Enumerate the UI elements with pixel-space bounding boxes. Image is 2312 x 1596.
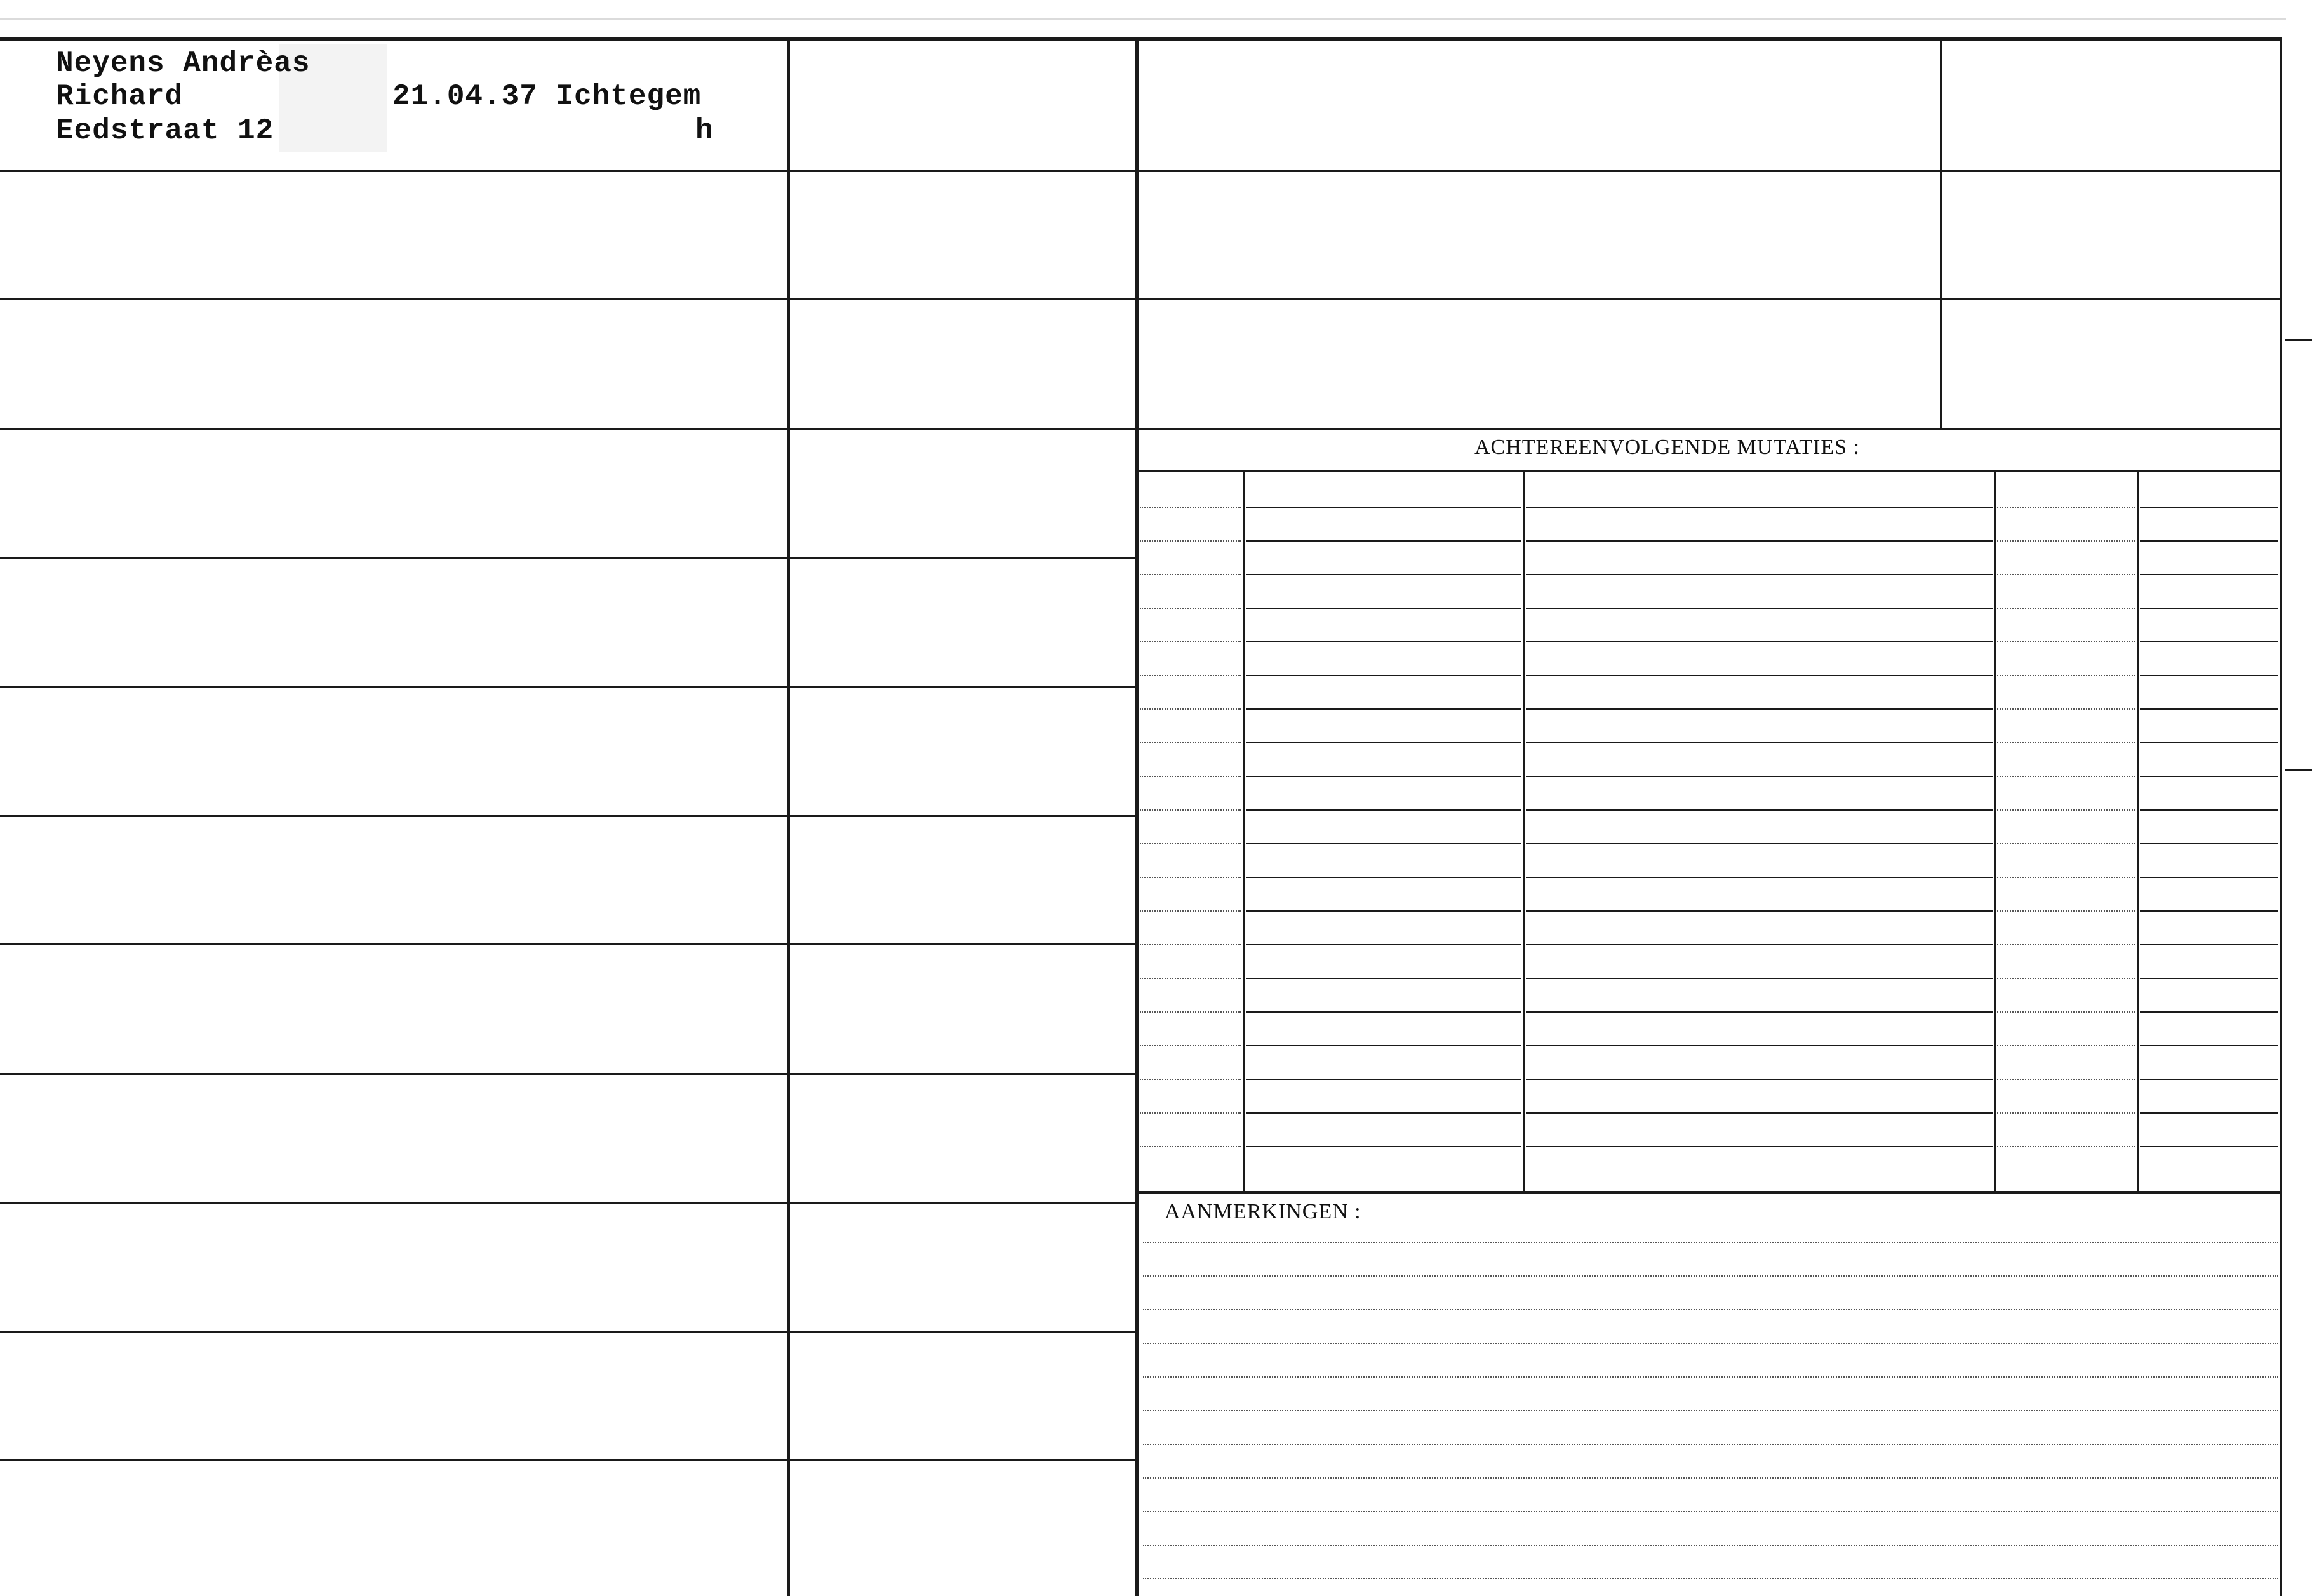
divider-right-top (1940, 37, 1942, 428)
mutations-col-4 (2137, 470, 2139, 1192)
remarks-line (1143, 1477, 2278, 1479)
mutations-row-line (1526, 1011, 1993, 1013)
remarks-line (1143, 1275, 2278, 1277)
mutations-row-line (2140, 507, 2278, 508)
mutations-row-line (1246, 1079, 1521, 1080)
mutations-row-line (1997, 910, 2135, 912)
mutations-row-line (1140, 742, 1241, 743)
mutations-row-line (1997, 809, 2135, 811)
mutations-row-line (2140, 608, 2278, 609)
scan-noise (0, 18, 2286, 20)
left-row-line (0, 943, 1135, 945)
mutations-row-line (1140, 540, 1241, 542)
edge-tick (2285, 769, 2312, 771)
mutations-row-line (1246, 675, 1521, 676)
mutations-row-line (1246, 910, 1521, 912)
mutations-row-line (2140, 1146, 2278, 1147)
edge-tick (2285, 339, 2312, 341)
left-row-line (0, 1202, 1135, 1204)
mutations-row-line (1997, 540, 2135, 542)
right-edge (2280, 37, 2282, 1596)
mutations-row-line (2140, 910, 2278, 912)
mutations-row-line (1997, 675, 2135, 676)
mutations-row-line (1140, 608, 1241, 609)
mutations-row-line (1997, 978, 2135, 979)
record-mark: h (695, 114, 714, 147)
record-firstname-line: Richard (56, 80, 184, 113)
mutations-row-line (1997, 843, 2135, 844)
remarks-line (1143, 1343, 2278, 1344)
record-birth-date-place: 21.04.37 Ichtegem (392, 80, 702, 113)
mutations-row-line (1246, 843, 1521, 844)
mutations-row-line (1997, 776, 2135, 777)
mutations-row-line (1997, 1079, 2135, 1080)
mutations-row-line (1246, 809, 1521, 811)
left-row-line (0, 170, 1135, 172)
mutations-row-line (1526, 776, 1993, 777)
mutations-row-line (1526, 708, 1993, 710)
mutations-row-line (1997, 608, 2135, 609)
mutations-row-line (2140, 944, 2278, 945)
mutations-row-line (1526, 742, 1993, 743)
mutations-row-line (1526, 910, 1993, 912)
mutations-title: ACHTEREENVOLGENDE MUTATIES : (1474, 436, 1860, 459)
mutations-row-line (1526, 843, 1993, 844)
remarks-line (1143, 1410, 2278, 1411)
mutations-row-line (1140, 877, 1241, 878)
mutations-row-line (2140, 574, 2278, 575)
mutations-row-line (2140, 978, 2278, 979)
left-row-line (0, 1459, 1135, 1461)
mutations-row-line (1140, 1011, 1241, 1013)
mutations-row-line (2140, 1045, 2278, 1046)
mutations-row-line (1246, 742, 1521, 743)
mutations-row-line (1526, 507, 1993, 508)
mutations-table-bottom (1139, 1191, 2280, 1194)
left-row-line (0, 557, 1135, 559)
mutations-row-line (1526, 877, 1993, 878)
record-address-line: Eedstraat 12 (56, 114, 274, 147)
left-row-line (0, 1073, 1135, 1075)
remarks-line (1143, 1309, 2278, 1310)
right-row-line (1139, 428, 2280, 430)
mutations-row-line (1526, 608, 1993, 609)
mutations-row-line (1246, 540, 1521, 542)
mutations-row-line (2140, 641, 2278, 642)
mutations-row-line (2140, 708, 2278, 710)
mutations-row-line (1526, 978, 1993, 979)
mutations-row-line (1246, 1011, 1521, 1013)
mutations-row-line (1246, 1112, 1521, 1114)
left-row-line (0, 686, 1135, 688)
remarks-line (1143, 1376, 2278, 1378)
mutations-row-line (1997, 944, 2135, 945)
mutations-row-line (1997, 1146, 2135, 1147)
mutations-row-line (2140, 809, 2278, 811)
mutations-col-3 (1994, 470, 1996, 1192)
mutations-row-line (1246, 608, 1521, 609)
mutations-row-line (1526, 809, 1993, 811)
mutations-row-line (1526, 1045, 1993, 1046)
left-row-line (0, 298, 1135, 300)
mutations-row-line (1246, 978, 1521, 979)
mutations-row-line (1246, 507, 1521, 508)
mutations-row-line (1997, 742, 2135, 743)
mutations-row-line (1140, 1146, 1241, 1147)
left-row-line (0, 815, 1135, 817)
divider-col-2 (1135, 37, 1139, 1596)
mutations-row-line (1140, 843, 1241, 844)
record-name-line: Neyens Andrèas (56, 47, 311, 80)
right-row-line (1139, 298, 2280, 300)
mutations-row-line (1526, 675, 1993, 676)
mutations-row-line (1140, 1079, 1241, 1080)
mutations-col-2 (1523, 470, 1525, 1192)
mutations-row-line (1997, 877, 2135, 878)
mutations-row-line (1246, 944, 1521, 945)
top-border (0, 37, 2280, 41)
mutations-row-line (1246, 1146, 1521, 1147)
mutations-row-line (1246, 708, 1521, 710)
mutations-row-line (1997, 1112, 2135, 1114)
mutations-row-line (2140, 540, 2278, 542)
mutations-row-line (2140, 742, 2278, 743)
remarks-line (1143, 1578, 2278, 1579)
mutations-row-line (2140, 675, 2278, 676)
mutations-row-line (1526, 574, 1993, 575)
mutations-row-line (1526, 540, 1993, 542)
remarks-line (1143, 1511, 2278, 1512)
right-row-line (1139, 170, 2280, 172)
mutations-row-line (1140, 708, 1241, 710)
mutations-row-line (2140, 776, 2278, 777)
mutations-row-line (1526, 944, 1993, 945)
remarks-line (1143, 1444, 2278, 1445)
mutations-row-line (1246, 877, 1521, 878)
mutations-row-line (2140, 1011, 2278, 1013)
mutations-row-line (1997, 708, 2135, 710)
mutations-row-line (1140, 944, 1241, 945)
mutations-row-line (1997, 641, 2135, 642)
mutations-row-line (1140, 978, 1241, 979)
left-row-line (0, 428, 1135, 430)
mutations-row-line (2140, 1079, 2278, 1080)
mutations-row-line (1246, 1045, 1521, 1046)
mutations-row-line (2140, 843, 2278, 844)
mutations-row-line (2140, 877, 2278, 878)
mutations-row-line (1140, 1045, 1241, 1046)
mutations-row-line (1246, 776, 1521, 777)
mutations-row-line (1140, 910, 1241, 912)
mutations-row-line (1526, 1079, 1993, 1080)
mutations-row-line (1526, 641, 1993, 642)
remarks-title: AANMERKINGEN : (1165, 1200, 1361, 1223)
mutations-row-line (1997, 574, 2135, 575)
mutations-row-line (1140, 641, 1241, 642)
mutations-col-1 (1243, 470, 1245, 1192)
mutations-row-line (1526, 1112, 1993, 1114)
mutations-row-line (1997, 507, 2135, 508)
mutations-row-line (1140, 507, 1241, 508)
left-row-line (0, 1331, 1135, 1333)
remarks-line (1143, 1545, 2278, 1546)
mutations-row-line (1997, 1045, 2135, 1046)
mutations-row-line (1246, 641, 1521, 642)
remarks-line (1143, 1242, 2278, 1243)
mutations-row-line (1140, 675, 1241, 676)
mutations-row-line (1140, 809, 1241, 811)
mutations-row-line (1526, 1146, 1993, 1147)
mutations-row-line (1140, 776, 1241, 777)
mutations-row-line (1997, 1011, 2135, 1013)
mutations-table-top (1139, 470, 2280, 472)
mutations-row-line (2140, 1112, 2278, 1114)
mutations-row-line (1140, 574, 1241, 575)
mutations-row-line (1140, 1112, 1241, 1114)
mutations-row-line (1246, 574, 1521, 575)
